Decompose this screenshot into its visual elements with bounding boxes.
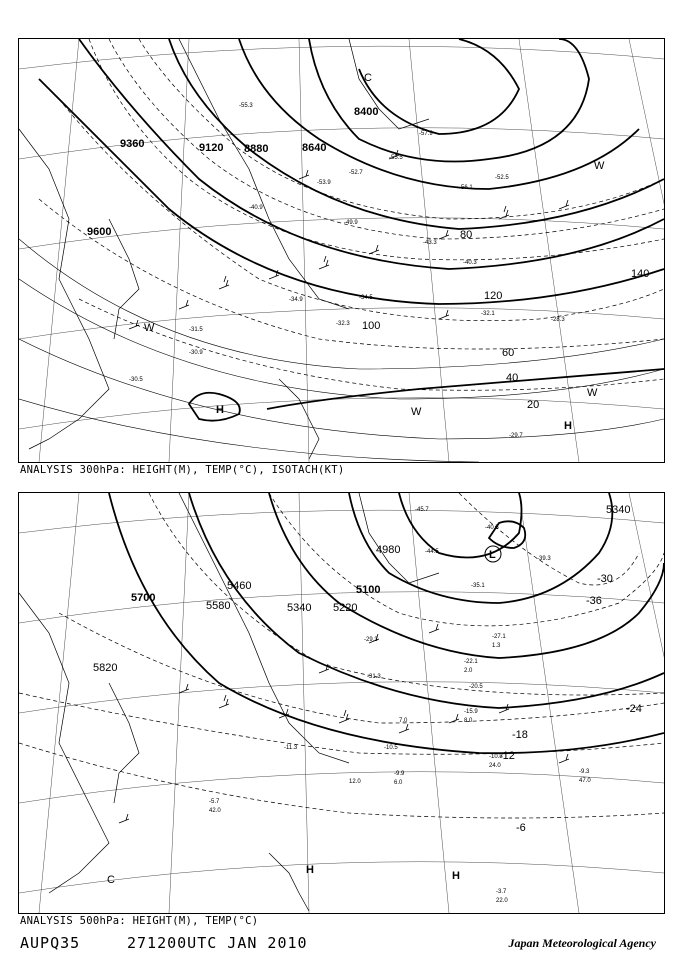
temp-sample-15: -55.3: [239, 103, 253, 109]
temp-sample-2: -30.9: [189, 350, 203, 356]
dewpoint-sample-9: 2.0: [464, 668, 473, 674]
temp-sample-11: -29.3: [364, 637, 378, 643]
isotach-label-6: 140: [631, 268, 650, 280]
warm-center-2: W: [144, 322, 155, 334]
isotherm-label-4: -30: [597, 573, 613, 585]
map-panel-300hpa: [18, 38, 665, 463]
temp-sample-10: -43.3: [423, 240, 437, 246]
caption-300hpa: ANALYSIS 300hPa: HEIGHT(M), TEMP(°C), ISOTACH(KT): [20, 464, 345, 476]
height-label-3: 5460: [227, 580, 252, 592]
dewpoint-sample-8: 1.3: [492, 643, 501, 649]
isotherms-dashed: [19, 493, 664, 818]
temp-sample-5: -32.3: [336, 321, 350, 327]
cold-center-0: C: [364, 72, 372, 84]
isotach-label-2: 60: [502, 347, 515, 359]
temp-sample-5: -10.5: [384, 745, 398, 751]
temp-sample-17: -39.3: [537, 556, 551, 562]
temp-sample-19: -28.3: [551, 317, 565, 323]
map-300hpa-svg: [19, 39, 664, 462]
isotherm-label-1: -12: [499, 750, 515, 762]
temp-sample-0: -29.7: [509, 433, 523, 439]
isotach-label-4: 100: [362, 320, 381, 332]
height-label-1: 9360: [120, 138, 145, 150]
warm-center-1: W: [587, 387, 598, 399]
temp-sample-1: -5.7: [209, 799, 220, 805]
temp-sample-7: -34.9: [289, 297, 303, 303]
temp-sample-12: -31.3: [367, 674, 381, 680]
dewpoint-sample-6: 7.0: [399, 718, 408, 724]
caption-500hpa: ANALYSIS 500hPa: HEIGHT(M), TEMP(°C): [20, 915, 259, 927]
wind-barbs: [119, 624, 569, 823]
height-label-7: 4980: [376, 544, 401, 556]
isotherm-label-2: -18: [512, 729, 528, 741]
dewpoint-sample-2: 47.0: [579, 778, 591, 784]
cold-center-0: C: [107, 874, 115, 886]
height-label-4: 5340: [287, 602, 312, 614]
dewpoint-sample-5: 8.0: [464, 718, 473, 724]
temp-sample-2: -9.3: [579, 769, 590, 775]
height-label-5: 8400: [354, 106, 379, 118]
height-contours: [109, 493, 664, 753]
height-label-6: 5100: [356, 584, 381, 596]
temp-sample-18: -57.9: [419, 131, 433, 137]
temp-sample-8: -40.3: [463, 260, 477, 266]
high-center-0: H: [306, 864, 314, 876]
dewpoint-sample-7: 6.0: [394, 780, 403, 786]
map-panel-500hpa: [18, 492, 665, 914]
temp-sample-9: -40.9: [249, 205, 263, 211]
high-center-1: H: [564, 420, 572, 432]
dewpoint-sample-4: 12.0: [349, 779, 361, 785]
isotach-label-3: 80: [460, 229, 473, 241]
temp-sample-16: -55.5: [389, 155, 403, 161]
height-label-3: 8880: [244, 143, 269, 155]
temp-sample-3: -9.9: [394, 771, 405, 777]
temp-sample-14: -53.9: [317, 180, 331, 186]
temp-sample-6: -34.5: [359, 295, 373, 301]
temp-sample-3: -31.5: [189, 327, 203, 333]
high-center-1: H: [452, 870, 460, 882]
temp-sample-0: -3.7: [496, 889, 507, 895]
low-center-0: L: [489, 549, 496, 561]
temp-sample-12: -52.5: [495, 175, 509, 181]
temp-sample-9: -22.1: [464, 659, 478, 665]
height-label-0: 5820: [93, 662, 118, 674]
dewpoint-sample-3: 24.0: [489, 763, 501, 769]
height-label-5: 5220: [333, 602, 358, 614]
height-label-2: 5580: [206, 600, 231, 612]
valid-time: 271200UTC JAN 2010: [127, 934, 308, 952]
temp-sample-14: -44.5: [425, 549, 439, 555]
isotherm-label-5: -36: [586, 595, 602, 607]
isotach-label-0: 20: [527, 399, 540, 411]
dewpoint-sample-0: 22.0: [496, 898, 508, 904]
temp-sample-1: -30.5: [129, 377, 143, 383]
temp-sample-13: -52.7: [349, 170, 363, 176]
temp-sample-17: -56.1: [459, 185, 473, 191]
temp-sample-10: -27.1: [492, 634, 506, 640]
temp-sample-7: -15.9: [464, 709, 478, 715]
isotach-label-5: 120: [484, 290, 503, 302]
temp-sample-11: -49.9: [344, 220, 358, 226]
temp-sample-13: -35.1: [471, 583, 485, 589]
temp-sample-8: -20.5: [469, 684, 483, 690]
isotherm-label-3: -24: [626, 703, 642, 715]
temp-sample-4: -32.1: [481, 311, 495, 317]
temp-sample-4: -10.3: [489, 754, 503, 760]
product-code: AUPQ35: [20, 934, 81, 952]
height-label-0: 9600: [87, 226, 112, 238]
agency-credit: Japan Meteorological Agency: [508, 936, 656, 950]
height-label-4: 8640: [302, 142, 327, 154]
warm-center-3: W: [594, 160, 605, 172]
dewpoint-sample-1: 42.0: [209, 808, 221, 814]
high-center-0: H: [216, 404, 224, 416]
height-contours: [39, 39, 664, 421]
height-label-2: 9120: [199, 142, 224, 154]
isotach-label-1: 40: [506, 372, 519, 384]
temp-sample-15: -45.7: [415, 507, 429, 513]
map-500hpa-svg: [19, 493, 664, 913]
height-label-8: 5340: [606, 504, 631, 516]
height-label-1: 5700: [131, 592, 156, 604]
temp-sample-16: -40.5: [485, 525, 499, 531]
isotherm-label-0: -6: [516, 822, 526, 834]
warm-center-0: W: [411, 406, 422, 418]
graticule: [19, 493, 664, 913]
temp-sample-6: -11.3: [284, 745, 298, 751]
